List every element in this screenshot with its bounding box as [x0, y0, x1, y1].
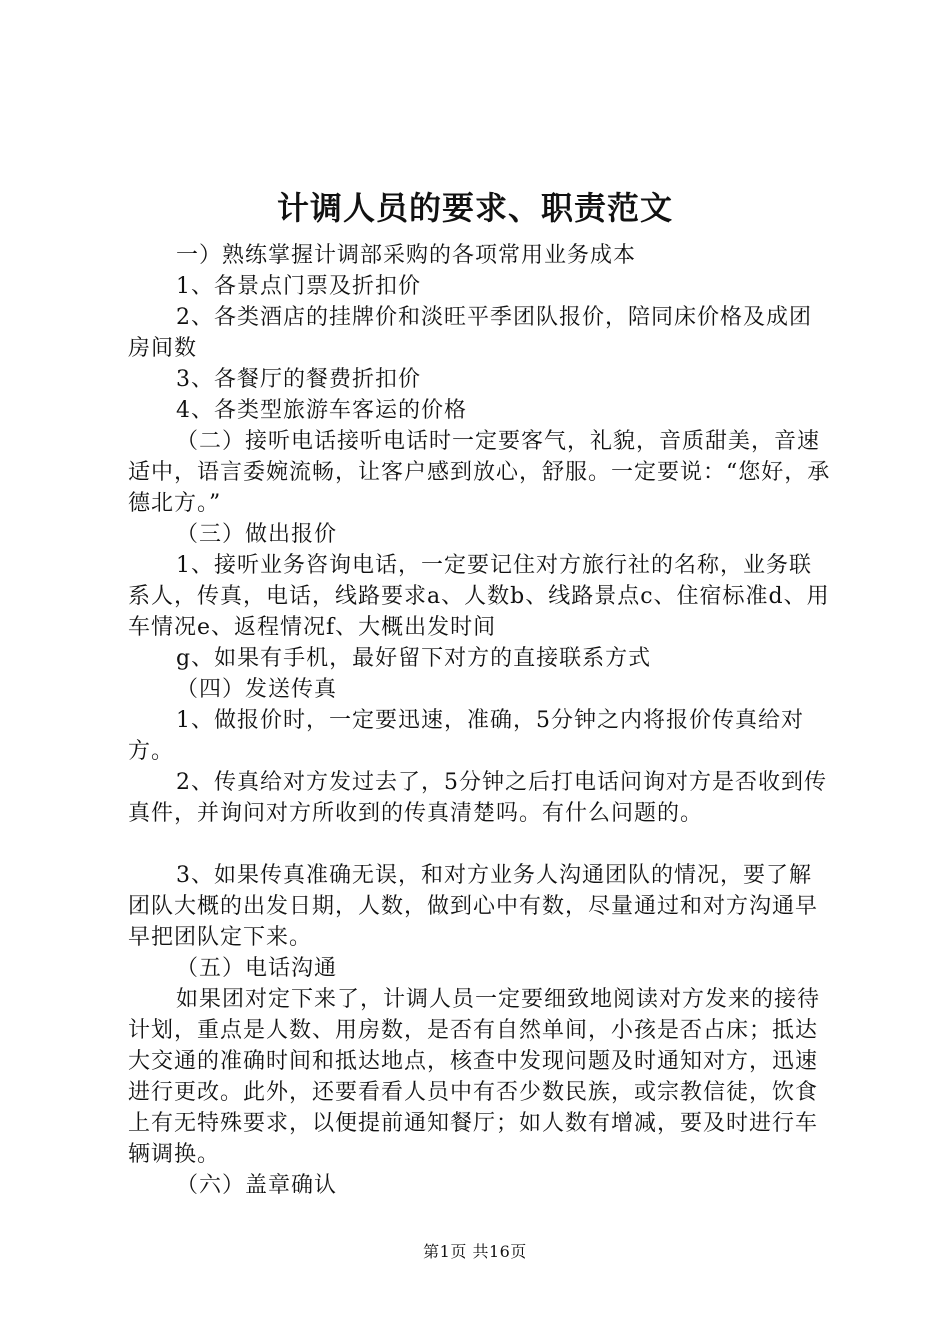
section-five-heading: （五）电话沟通	[176, 956, 338, 981]
section-one-heading: 一）熟练掌握计调部采购的各项常用业务成本	[176, 243, 637, 268]
section-two-phone-answer: （二）接听电话接听电话时一定要客气，礼貌，音质甜美，音速适中，语言委婉流畅，让客户感到放心，舒服。一定要说：“您好，承德北方。”	[128, 429, 831, 516]
item-restaurant-price: 3、各餐厅的餐费折扣价	[176, 367, 421, 392]
section-four-heading: （四）发送传真	[176, 677, 338, 702]
item-scenic-ticket-price: 1、各景点门票及折扣价	[176, 274, 421, 299]
section-six-heading: （六）盖章确认	[176, 1173, 338, 1198]
document-title: 计调人员的要求、职责范文	[276, 189, 673, 227]
page-number-footer: 第1页 共16页	[423, 1242, 527, 1261]
quote-call-item-g: g、如果有手机，最好留下对方的直接联系方式	[176, 646, 652, 671]
phone-communication-paragraph: 如果团对定下来了，计调人员一定要细致地阅读对方发来的接待计划，重点是人数、用房数，是否有自然单间，小孩是否占床；抵达大交通的准确时间和抵达地点，核查中发现问题及时通知对方，迅速进行更改。此外，还要看看人员中有否少数民族，或宗教信徒，饮食上有无特殊要求，以便提前通知餐厅；如人数有增减，要及时进行车辆调换。	[128, 987, 821, 1167]
section-three-heading: （三）做出报价	[176, 522, 338, 547]
fax-item-two: 2、传真给对方发过去了，5分钟之后打电话问询对方是否收到传真件，并询问对方所收到的传真清楚吗。有什么问题的。	[128, 770, 827, 826]
fax-item-one: 1、做报价时，一定要迅速，准确，5分钟之内将报价传真给对方。	[128, 708, 804, 764]
fax-item-three: 3、如果传真准确无误，和对方业务人沟通团队的情况，要了解团队大概的出发日期，人数，做到心中有数，尽量通过和对方沟通早早把团队定下来。	[128, 863, 819, 950]
quote-call-item-one: 1、接听业务咨询电话，一定要记住对方旅行社的名称，业务联系人，传真，电话，线路要求a、人数b、线路景点c、住宿标准d、用车情况e、返程情况f、大概出发时间	[128, 553, 830, 640]
item-bus-price: 4、各类型旅游车客运的价格	[176, 398, 467, 423]
paragraph-spacer	[128, 829, 832, 860]
document-body	[128, 240, 832, 1201]
item-hotel-price: 2、各类酒店的挂牌价和淡旺平季团队报价，陪同床价格及成团房间数	[128, 305, 812, 361]
